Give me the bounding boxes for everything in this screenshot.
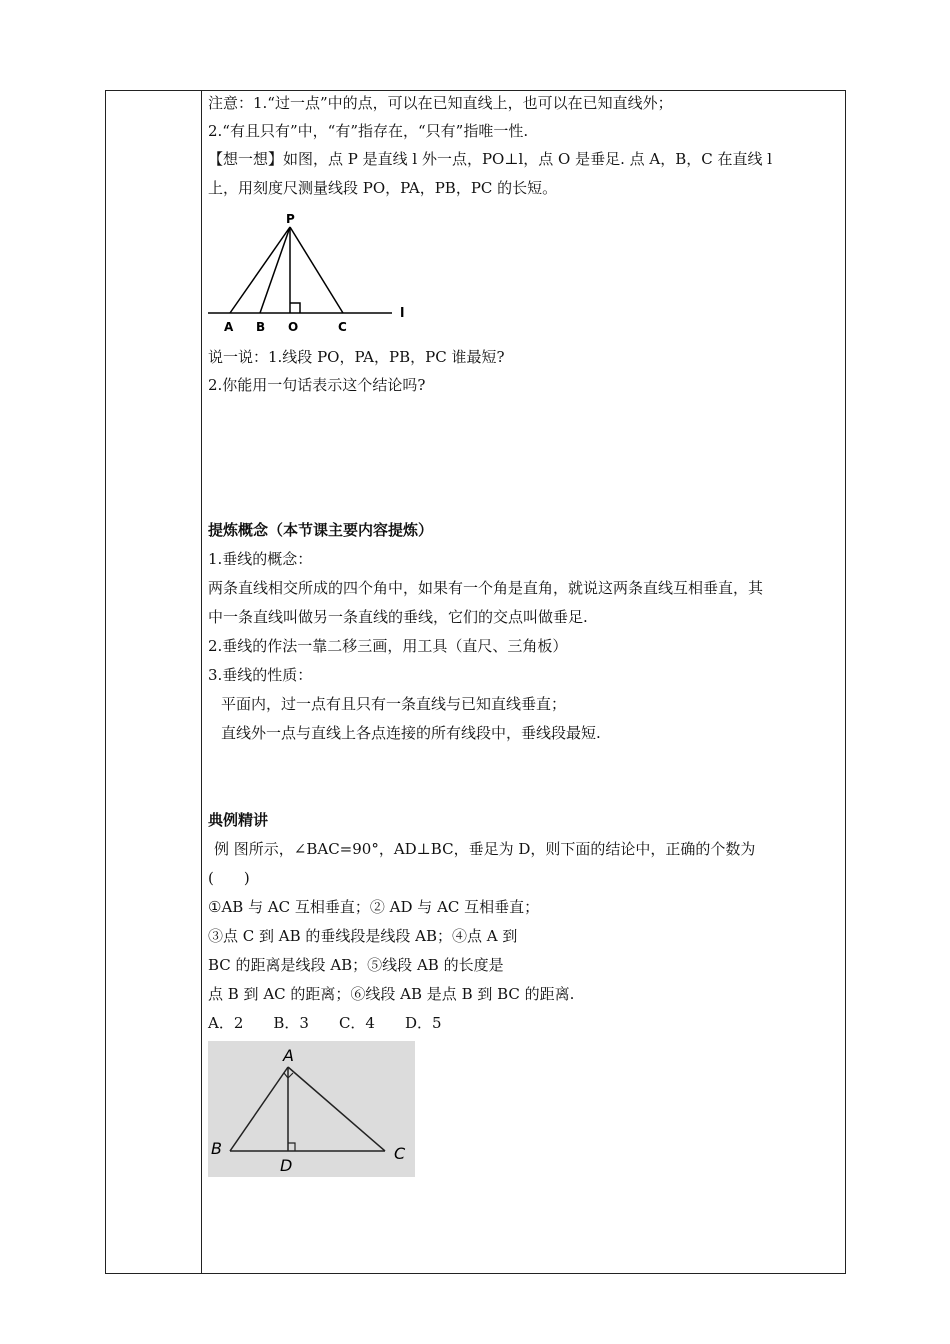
discuss-q2: 2.你能用一句话表示这个结论吗? (208, 376, 426, 394)
column-divider (201, 91, 202, 1273)
concepts-heading: 提炼概念（本节课主要内容提炼） (208, 521, 434, 539)
note-line-1: 注意：1.“过一点”中的点，可以在已知直线上，也可以在已知直线外； (208, 94, 673, 112)
example-options: A．2 B．3 C．4 D．5 (208, 1014, 442, 1032)
think-line-1: 【想一想】如图，点 P 是直线 l 外一点，PO⊥l，点 O 是垂足. 点 A，B，C 在直线 l (208, 150, 773, 168)
right-angle-mark (290, 303, 300, 313)
concept-1-title: 1.垂线的概念： (208, 550, 313, 568)
label-p: P (286, 212, 295, 226)
example-stem-b: ( ) (208, 869, 250, 887)
example-statement-3: BC 的距离是线段 AB；⑤线段 AB 的长度是 (208, 956, 504, 974)
note-line-2: 2.“有且只有”中，“有”指存在，“只有”指唯一性. (208, 122, 529, 140)
label-a: A (283, 1046, 294, 1065)
concept-2: 2.垂线的作法一靠二移三画，用工具（直尺、三角板） (208, 637, 568, 655)
concept-1-text-a: 两条直线相交所成的四个角中，如果有一个角是直角，就说这两条直线互相垂直，其 (208, 579, 764, 597)
label-a: A (224, 320, 234, 334)
example-stem-a: 例 图所示，∠BAC=90°，AD⊥BC，垂足为 D，则下面的结论中，正确的个数为 (214, 840, 756, 858)
label-b: B (211, 1139, 222, 1158)
label-o: O (288, 320, 299, 334)
concept-3-title: 3.垂线的性质： (208, 666, 313, 684)
label-c: C (394, 1144, 406, 1163)
concept-1-text-b: 中一条直线叫做另一条直线的垂线，它们的交点叫做垂足. (208, 608, 588, 626)
think-line-2: 上，用刻度尺测量线段 PO，PA，PB，PC 的长短。 (208, 179, 558, 197)
label-d: D (280, 1156, 293, 1175)
concept-3-a: 平面内，过一点有且只有一条直线与已知直线垂直； (221, 695, 567, 713)
label-c: C (338, 320, 347, 334)
label-l: l (400, 306, 405, 321)
example-heading: 典例精讲 (208, 811, 269, 829)
figure-perpendicular (208, 209, 418, 339)
example-statement-2: ③点 C 到 AB 的垂线段是线段 AB；④点 A 到 (208, 927, 518, 945)
figure-right-triangle (208, 1041, 415, 1177)
label-b: B (256, 320, 266, 334)
example-statement-1: ①AB 与 AC 互相垂直；② AD 与 AC 互相垂直； (208, 898, 540, 916)
concept-3-b: 直线外一点与直线上各点连接的所有线段中，垂线段最短. (221, 724, 601, 742)
example-statement-4: 点 B 到 AC 的距离；⑥线段 AB 是点 B 到 BC 的距离. (208, 985, 575, 1003)
segment-pa (230, 227, 290, 313)
discuss-q1: 说一说：1.线段 PO，PA，PB，PC 谁最短? (208, 348, 505, 366)
segment-pc (290, 227, 343, 313)
figure-background (208, 1041, 415, 1177)
segment-pb (260, 227, 290, 313)
